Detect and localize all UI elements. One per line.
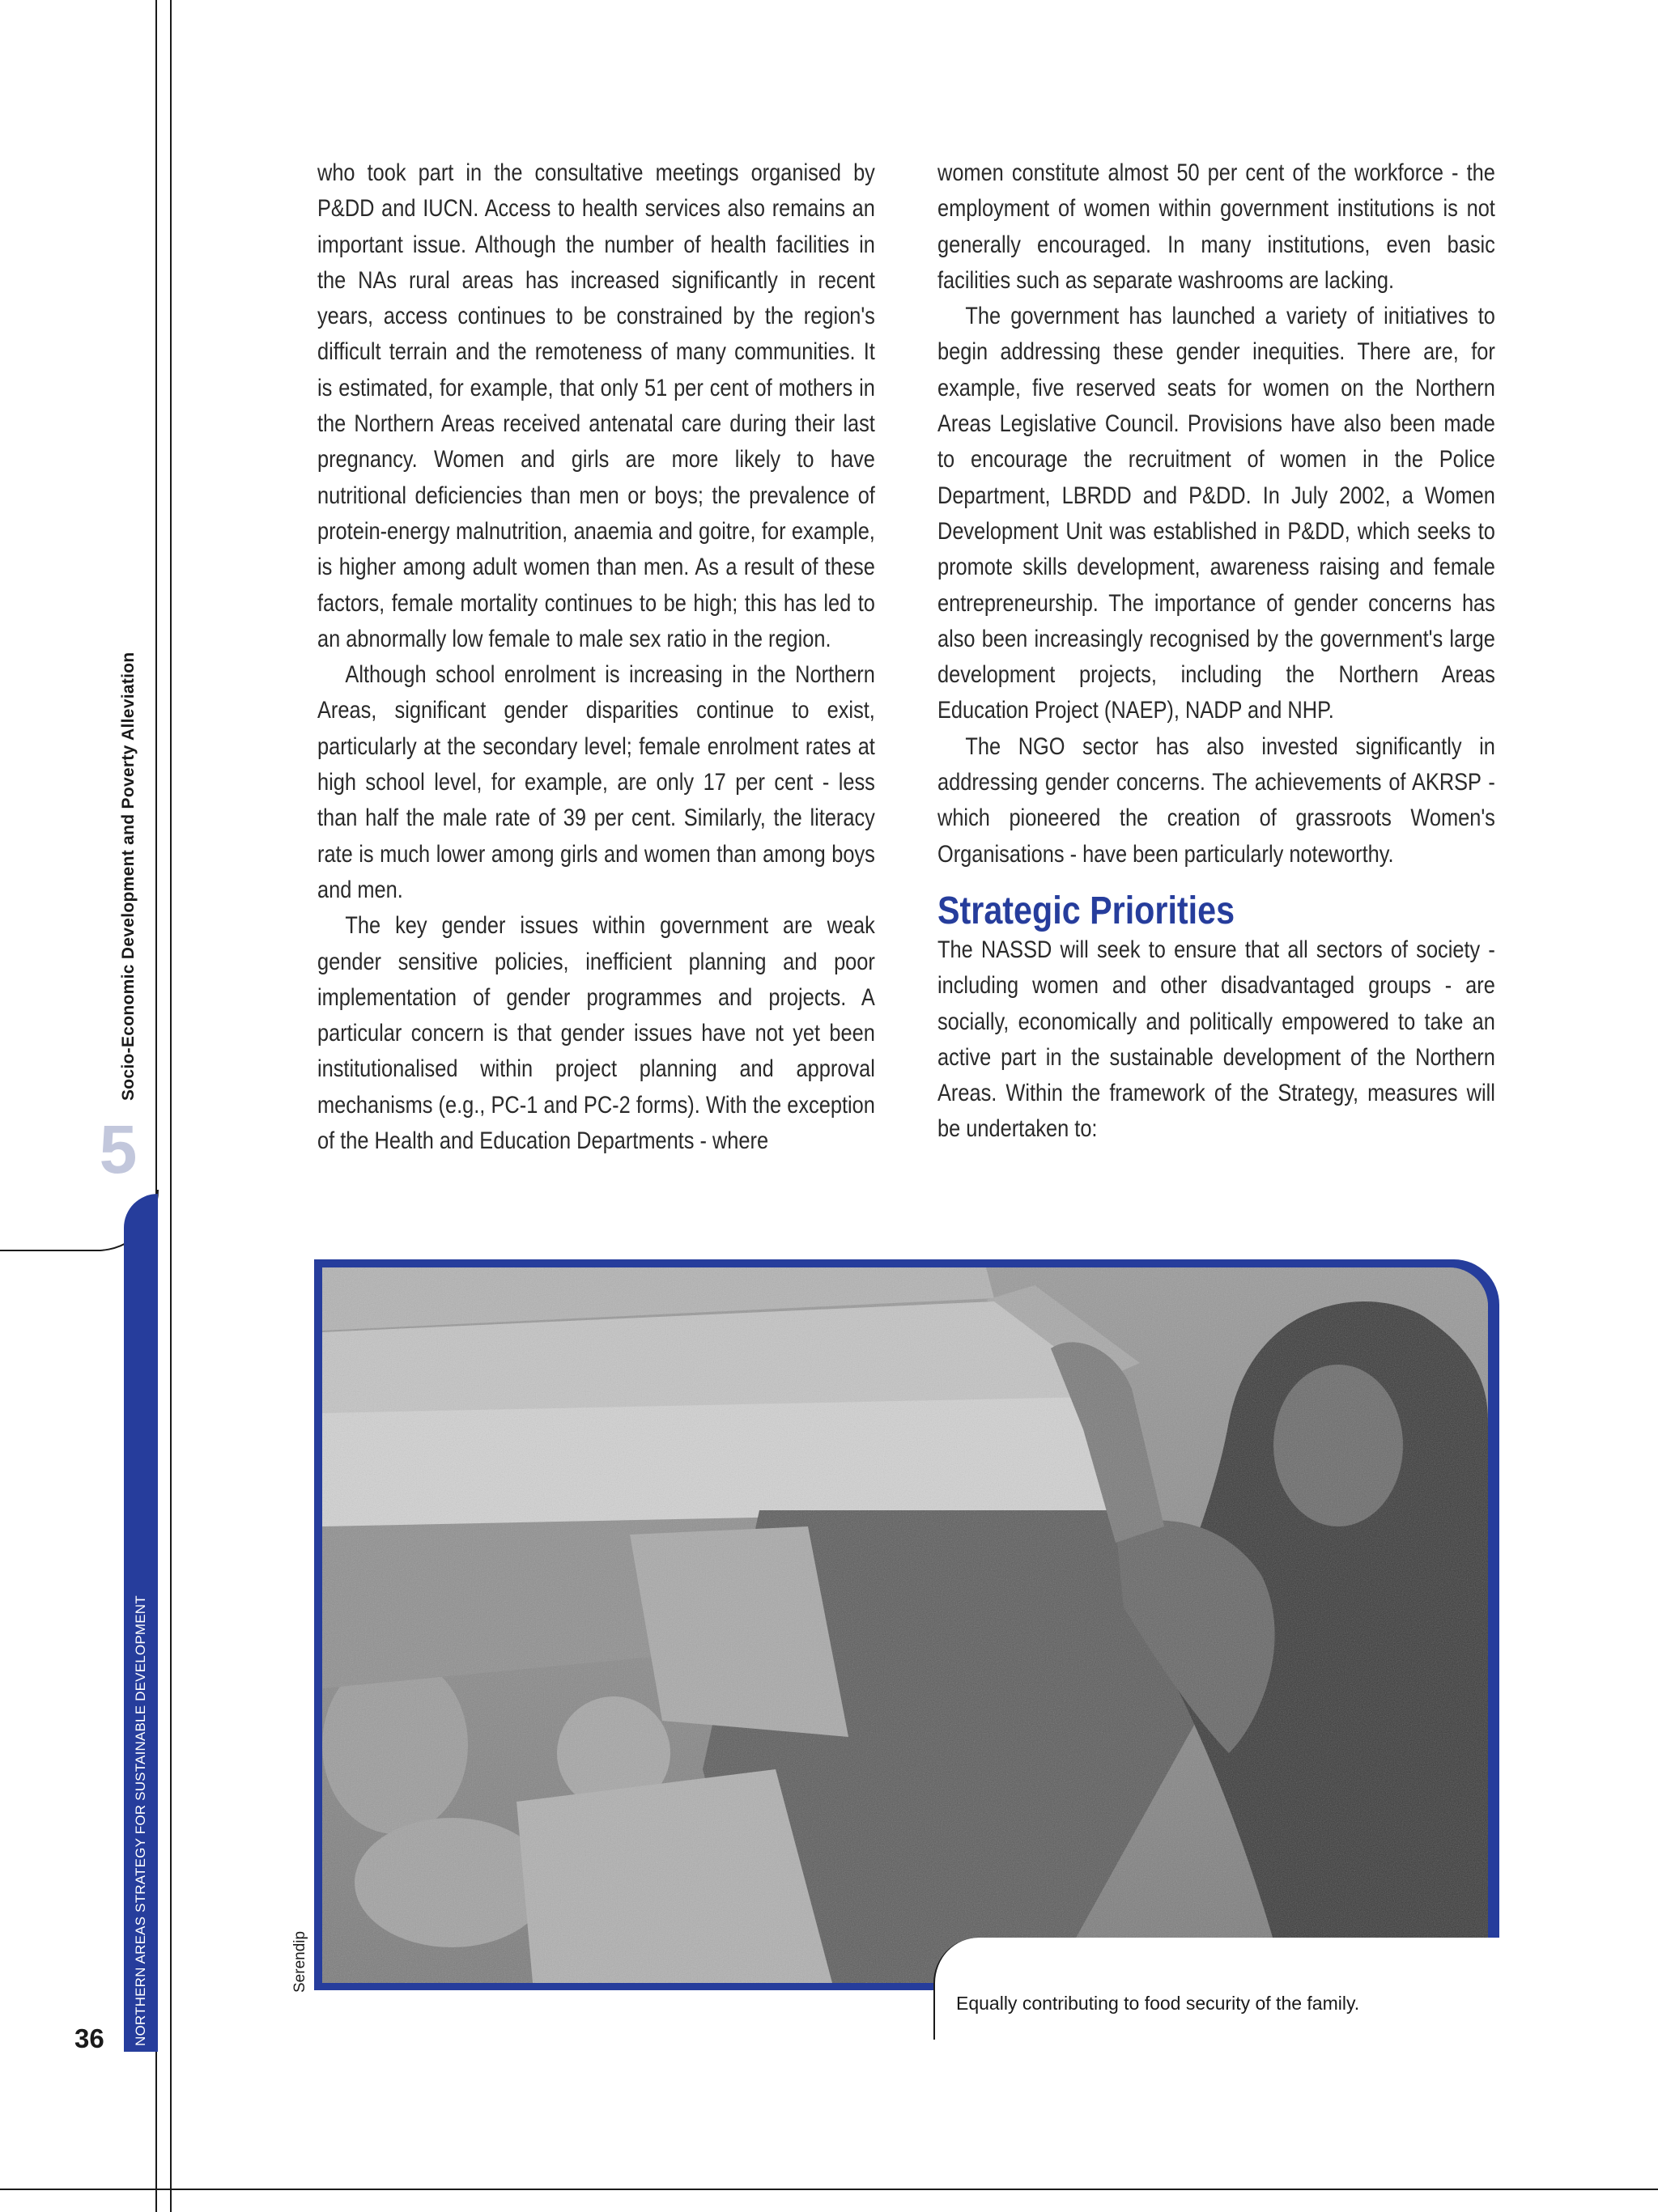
photo xyxy=(322,1267,1488,1983)
page-number: 36 xyxy=(74,2023,104,2053)
right-paragraph-3: The NGO sector has also invested significantly in addressing gender concerns. The achievements of AKRSP - which pioneered the creation of grassroots Women's Organisations - have been particularly noteworthy. xyxy=(937,732,1495,868)
photo-caption: Equally contributing to food security of the family. xyxy=(956,1993,1360,2014)
caption-box xyxy=(933,1938,1500,2040)
left-paragraph-1: who took part in the consultative meetings organised by P&DD and IUCN. Access to health services also remains an important issue. Although the number of health facilities in the NAs rural areas has increased significantly in recent years, access continues to be constrained by the region's difficult terrain and the remoteness of many communities. It is estimated, for example, that only 51 per cent of mothers in the Northern Areas received antenatal care during their last pregnancy. Women and girls are more likely to have nutritional deficiencies than men or boys; the prevalence of protein-energy malnutrition, anaemia and goitre, for example, is higher among adult women than men. As a result of these factors, female mortality continues to be high; this has led to an abnormally low female to male sex ratio in the region. xyxy=(317,159,875,652)
left-paragraph-2: Although school enrolment is increasing in the Northern Areas, significant gender disparities continue to exist, particularly at the secondary level; female enrolment rates at high school level, for example, are only 17 per cent - less than half the male rate of 39 per cent. Similarly, the literacy rate is much lower among girls and women than among boys and men. xyxy=(317,661,875,903)
bottom-rule xyxy=(0,2189,1658,2190)
right-column xyxy=(937,155,1495,1148)
photo-illustration xyxy=(322,1267,1488,1983)
book-title: NORTHERN AREAS STRATEGY FOR SUSTAINABLE DEVELOPMENT xyxy=(133,1595,148,2046)
photo-credit: Serendip xyxy=(291,1930,308,1993)
left-column xyxy=(317,155,875,1159)
strategic-priorities-paragraph: The NASSD will seek to ensure that all sectors of society - including women and other disadvantaged groups - are socially, economically and politically empowered to take an active part in the sustainable development of the Northern Areas. Within the framework of the Strategy, measures will be undertaken to: xyxy=(937,936,1495,1143)
right-paragraph-1: women constitute almost 50 per cent of the workforce - the employment of women within government institutions is not generally encouraged. In many institutions, even basic facilities such as separate washrooms are lacking. xyxy=(937,159,1495,294)
left-paragraph-3: The key gender issues within government are weak gender sensitive policies, inefficient planning and poor implementation of gender programmes and projects. A particular concern is that gender issues have not yet been institutionalised within project planning and approval mechanisms (e.g., PC-1 and PC-2 forms). With the exception of the Health and Education Departments - where xyxy=(317,912,875,1155)
photo-frame xyxy=(314,1259,1499,1990)
chapter-number: 5 xyxy=(99,1111,138,1187)
chapter-title: Socio-Economic Development and Poverty Alleviation xyxy=(119,652,138,1101)
margin-rule-inner xyxy=(170,0,172,2212)
section-heading: Strategic Priorities xyxy=(937,889,1235,932)
right-paragraph-2: The government has launched a variety of initiatives to begin addressing these gender inequities. There are, for example, five reserved seats for women on the Northern Areas Legislative Council. Provisions have also been made to encourage the recruitment of women in the Police Department, LBRDD and P&DD. In July 2002, a Women Development Unit was established in P&DD, which seeks to promote skills development, awareness raising and female entrepreneurship. The importance of gender concerns has also been increasingly recognised by the government's large development projects, including the Northern Areas Education Project (NAEP), NADP and NHP. xyxy=(937,303,1495,724)
